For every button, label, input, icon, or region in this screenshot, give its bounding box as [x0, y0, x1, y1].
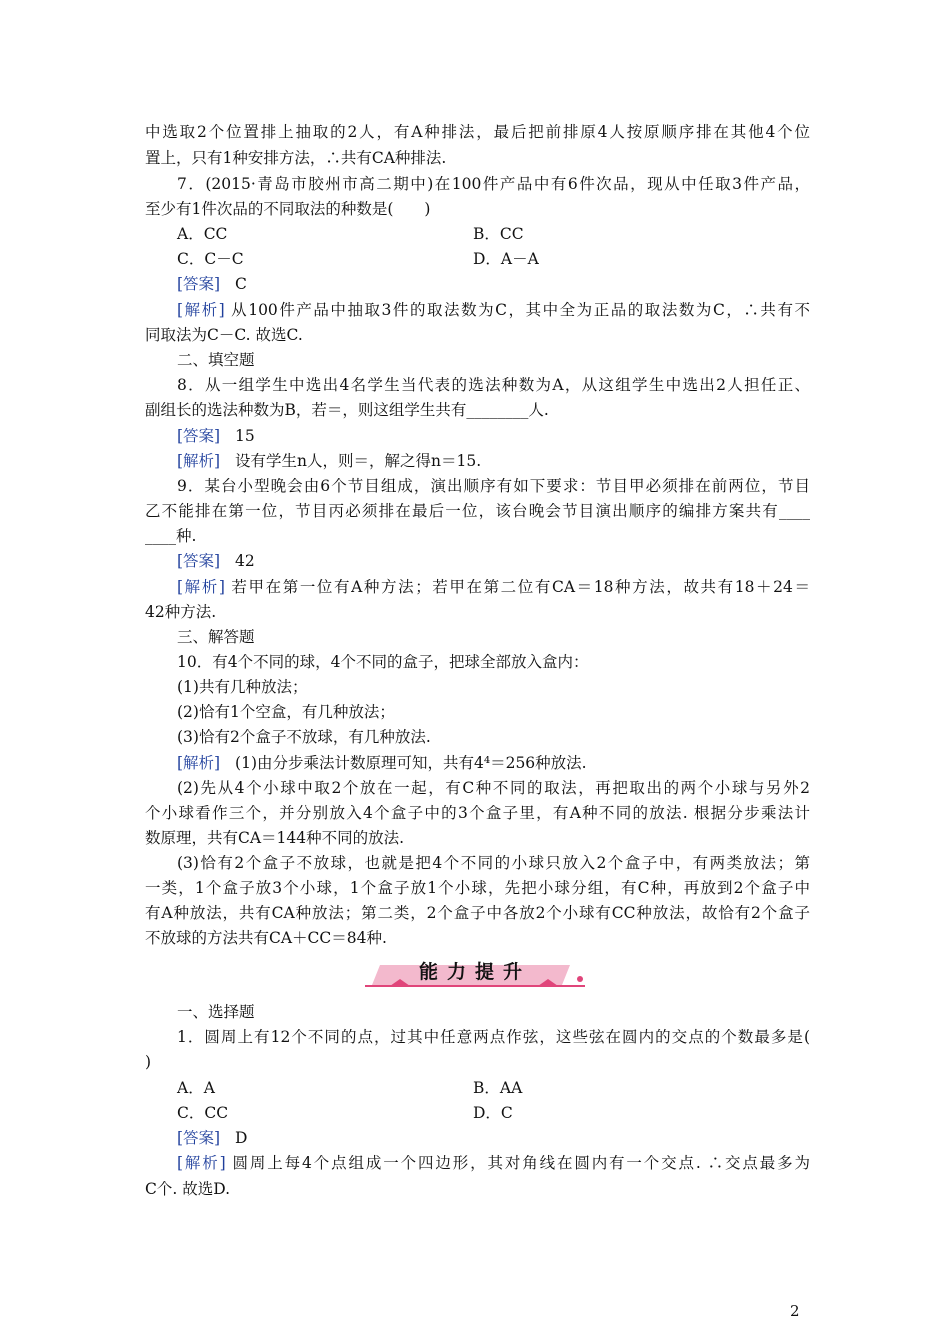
option-row [177, 222, 842, 246]
text-line: 乙不能排在第一位，节目丙必须排在最后一位，该台晚会节目演出顺序的编排方案共有____ [145, 502, 810, 520]
option-b: B．CC [473, 225, 524, 243]
text-line: ____种. [145, 527, 197, 545]
analysis-tag: [解析] [177, 578, 225, 596]
text-line: 置上，只有1种安排方法，∴共有CA种排法. [145, 149, 447, 167]
sub-question: (2)恰有1个空盒，有几种放法； [177, 703, 395, 721]
analysis-tag: [解析] [177, 301, 225, 319]
answer-value: C [235, 275, 247, 293]
section-heading: 三、解答题 [177, 628, 255, 646]
answer-tag: [答案] [177, 275, 221, 293]
question-1: 1．圆周上有12个不同的点，过其中任意两点作弦，这些弦在圆内的交点的个数最多是( [177, 1028, 810, 1046]
answer-line [177, 1126, 842, 1150]
option-row [177, 1101, 842, 1125]
text-line: 同取法为C－C. 故选C. [145, 326, 303, 344]
option-row [177, 247, 842, 271]
answer-tag: [答案] [177, 427, 221, 445]
sub-question: (3)恰有2个盒子不放球，有几种放法. [177, 728, 431, 746]
text-line: C个. 故选D. [145, 1180, 231, 1198]
text-line: 42种方法. [145, 603, 217, 621]
analysis-tag: [解析] [177, 754, 221, 772]
text-line: (3)恰有2个盒子不放球，也就是把4个不同的小球只放入2个盒子中，有两类放法；第 [177, 854, 810, 872]
text-line: 有A种放法，共有CA种放法；第二类，2个盒子中各放2个小球有CC种放法，故恰有2个盒子 [145, 904, 810, 922]
answer-value: D [235, 1129, 248, 1147]
option-c: C．CC [177, 1104, 229, 1122]
option-c: C．C－C [177, 250, 244, 268]
option-row [177, 1076, 842, 1100]
analysis-text: 圆周上每4个点组成一个四边形，其对角线在圆内有一个交点. ∴交点最多为 [232, 1154, 810, 1172]
answer-value: 15 [235, 427, 255, 445]
question-8: 8．从一组学生中选出4名学生当代表的选法种数为A，从这组学生中选出2人担任正、 [177, 376, 810, 394]
answer-line [177, 424, 842, 448]
question-10: 10．有4个不同的球，4个不同的盒子，把球全部放入盒内： [177, 653, 589, 671]
text-line: 不放球的方法共有CA＋CC＝84种. [145, 929, 387, 947]
analysis-text: 从100件产品中抽取3件的取法数为C，其中全为正品的取法数为C，∴共有不 [231, 301, 810, 319]
option-a: A．A [177, 1079, 215, 1097]
analysis-text: 若甲在第一位有A种方法；若甲在第二位有CA＝18种方法，故共有18＋24＝ [231, 578, 810, 596]
sub-question: (1)共有几种放法； [177, 678, 308, 696]
text-line: 副组长的选法种数为B，若＝，则这组学生共有________人. [145, 401, 549, 419]
section-banner [330, 955, 620, 991]
page-number: 2 [790, 1302, 800, 1320]
section-heading: 二、填空题 [177, 351, 255, 369]
answer-tag: [答案] [177, 552, 221, 570]
analysis-line [177, 449, 842, 473]
question-9: 9．某台小型晚会由6个节目组成，演出顺序有如下要求：节目甲必须排在前两位，节目 [177, 477, 810, 495]
text-line: 中选取2个位置排上抽取的2人，有A种排法，最后把前排原4人按原顺序排在其他4个位 [145, 123, 810, 141]
text-line: ) [145, 1053, 152, 1071]
analysis-line [177, 1151, 810, 1175]
analysis-text: (1)由分步乘法计数原理可知，共有4⁴＝256种放法. [235, 754, 587, 772]
option-d: D．A－A [473, 250, 539, 268]
answer-value: 42 [235, 552, 255, 570]
text-line: 数原理，共有CA＝144种不同的放法. [145, 829, 405, 847]
text-line: (2)先从4个小球中取2个放在一起，有C种不同的取法，再把取出的两个小球与另外2 [177, 779, 810, 797]
text-line: 一类，1个盒子放3个小球，1个盒子放1个小球，先把小球分组，有C种，再放到2个盒子中 [145, 879, 810, 897]
text-line: 个小球看作三个，并分别放入4个盒子中的3个盒子里，有A种不同的放法. 根据分步乘法计 [145, 804, 810, 822]
analysis-tag: [解析] [177, 1154, 226, 1172]
analysis-text: 设有学生n人，则＝，解之得n＝15. [235, 452, 482, 470]
option-d: D．C [473, 1104, 513, 1122]
analysis-tag: [解析] [177, 452, 221, 470]
answer-line [177, 549, 842, 573]
option-b: B．AA [473, 1079, 523, 1097]
section-heading: 一、选择题 [177, 1003, 255, 1021]
analysis-line [177, 575, 810, 599]
answer-tag: [答案] [177, 1129, 221, 1147]
section-banner-title: 能力提升 [418, 961, 531, 983]
analysis-line [177, 298, 810, 322]
option-a: A．CC [177, 225, 228, 243]
answer-line [177, 272, 842, 296]
analysis-line [177, 751, 842, 775]
text-line: 至少有1件次品的不同取法的种数是( ) [145, 200, 431, 218]
question-7: 7．(2015·青岛市胶州市高二期中)在100件产品中有6件次品，现从中任取3件产品， [177, 175, 810, 193]
